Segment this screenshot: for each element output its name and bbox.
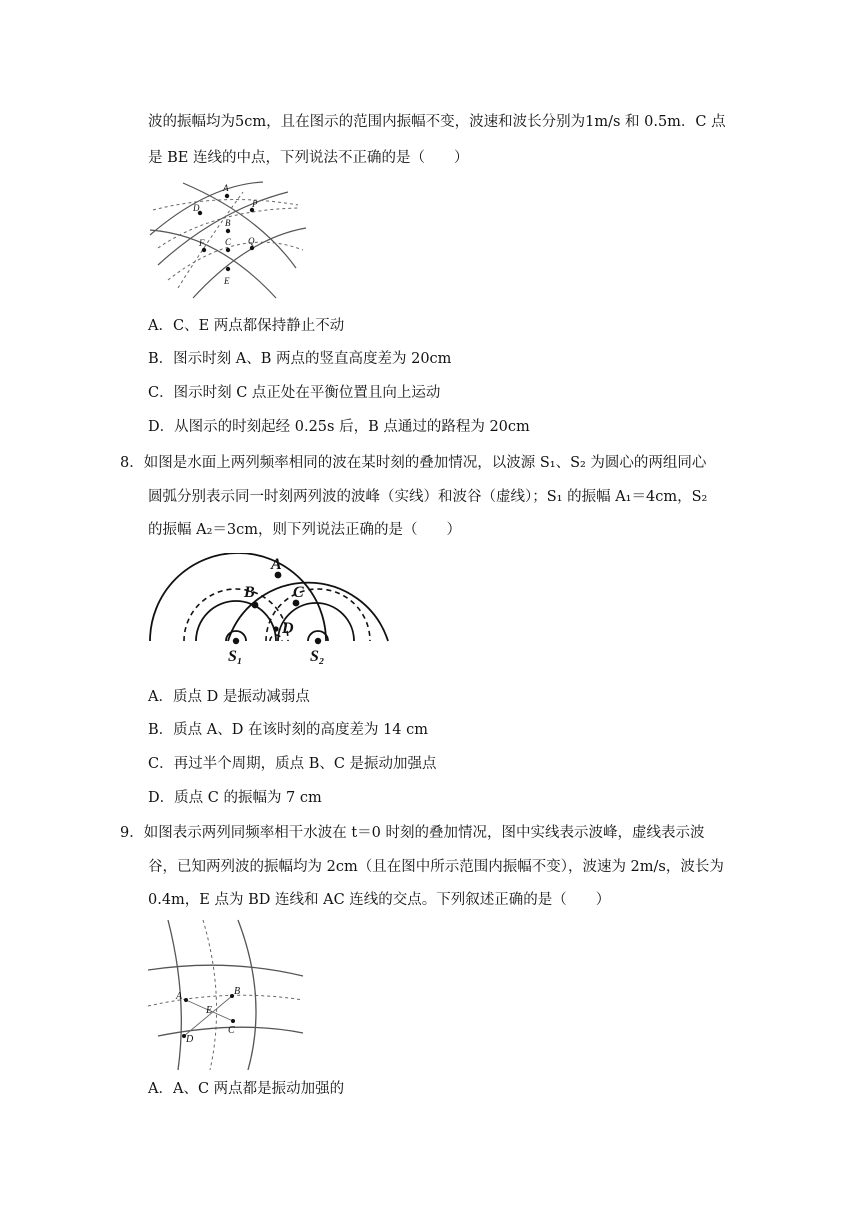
q9-point-a-dot: [184, 998, 188, 1002]
q8-label-d: D: [282, 620, 294, 637]
q8-source-s1-dot: [233, 638, 239, 644]
q8-text-line-2: 圆弧分别表示同一时刻两列波的波峰（实线）和波谷（虚线）；S₁ 的振幅 A₁＝4cm，S₂: [148, 489, 708, 505]
q7-point-q-dot: [250, 246, 254, 250]
q8-text-line-1: 8．如图是水面上两列频率相同的波在某时刻的叠加情况，以波源 S₁、S₂ 为圆心的两组同心: [120, 455, 707, 471]
q9-option-a: A．A、C 两点都是振动加强的: [148, 1081, 345, 1097]
q9-label-c: C: [228, 1025, 235, 1036]
q8-point-b-dot: [252, 602, 259, 609]
q7-text-line-1: 波的振幅均为5cm，且在图示的范围内振幅不变，波速和波长分别为1m/s 和 0.5m．C 点: [148, 114, 726, 130]
q9-label-e: E: [206, 1005, 213, 1016]
q9-text-line-1: 9．如图表示两列同频率相干水波在 t＝0 时刻的叠加情况，图中实线表示波峰，虚线表示波: [120, 825, 705, 841]
q7-point-c-dot: [226, 248, 230, 252]
q7-label-e: E: [224, 276, 230, 286]
q7-label-c: C: [225, 237, 232, 247]
q8-point-d-dot: [273, 626, 278, 631]
q8-label-a: A: [271, 556, 282, 573]
q7-point-e-dot: [226, 267, 230, 271]
q9-point-c-dot: [231, 1019, 235, 1023]
q9-label-a: A: [176, 991, 183, 1002]
q8-label-b: B: [244, 584, 255, 601]
q9-wave-figure: [148, 918, 308, 1073]
q8-wave-figure: [148, 553, 398, 675]
q7-option-c: C．图示时刻 C 点正处在平衡位置且向上运动: [148, 385, 441, 401]
q7-wave-figure: [148, 180, 308, 302]
q7-text-line-2: 是 BE 连线的中点，下列说法不正确的是（ ）: [148, 150, 469, 166]
q9-text-line-3: 0.4m，E 点为 BD 连线和 AC 连线的交点。下列叙述正确的是（ ）: [148, 892, 611, 908]
q7-label-q: Q: [248, 236, 255, 246]
q7-point-f-dot: [202, 248, 206, 252]
q8-option-c: C．再过半个周期，质点 B、C 是振动加强点: [148, 756, 437, 772]
q8-option-a: A．质点 D 是振动减弱点: [148, 689, 310, 705]
q8-text-line-3: 的振幅 A₂＝3cm，则下列说法正确的是（ ）: [148, 522, 461, 538]
q7-option-a: A．C、E 两点都保持静止不动: [148, 318, 345, 334]
q8-option-b: B．质点 A、D 在该时刻的高度差为 14 cm: [148, 722, 429, 738]
q8-label-c: C: [293, 584, 304, 601]
q7-label-a: A: [223, 183, 229, 193]
q7-label-d: D: [193, 203, 200, 213]
q7-option-b: B．图示时刻 A、B 两点的竖直高度差为 20cm: [148, 351, 452, 367]
q8-label-s2: S₂: [310, 648, 325, 665]
q7-label-p: P: [252, 199, 258, 209]
q8-label-s1: S₁: [228, 648, 243, 665]
q7-label-b: B: [225, 218, 231, 228]
q7-label-f: F: [199, 238, 205, 248]
q9-label-b: B: [234, 986, 241, 997]
q7-option-d: D．从图示的时刻起经 0.25s 后，B 点通过的路程为 20cm: [148, 419, 530, 435]
q8-option-d: D．质点 C 的振幅为 7 cm: [148, 790, 322, 806]
q9-label-d: D: [186, 1034, 194, 1045]
q7-point-b-dot: [226, 229, 230, 233]
q7-point-a-dot: [225, 194, 229, 198]
q8-source-s2-dot: [315, 638, 321, 644]
q9-text-line-2: 谷，已知两列波的振幅均为 2cm（且在图中所示范围内振幅不变），波速为 2m/s，波长为: [148, 859, 724, 875]
